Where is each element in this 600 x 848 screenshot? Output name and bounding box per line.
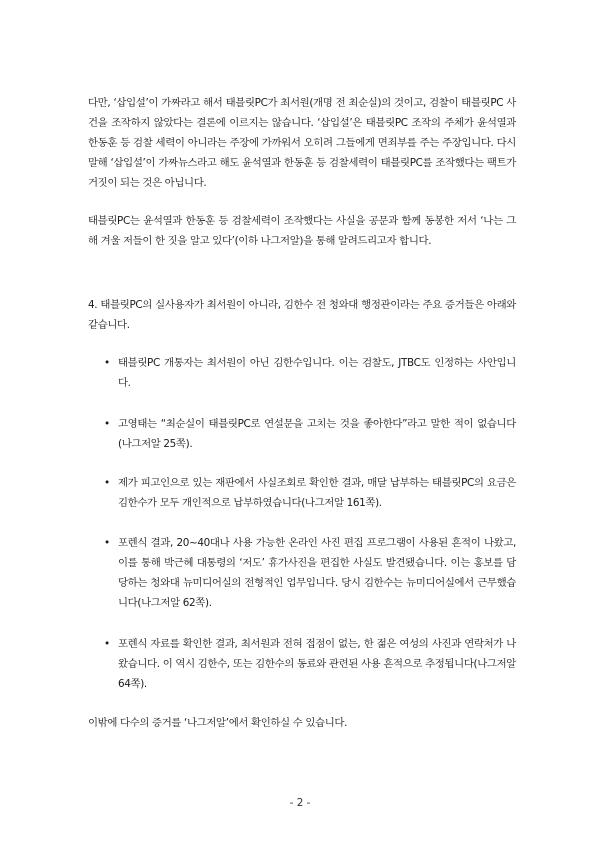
page-number: - 2 -: [289, 797, 311, 809]
bullet-marker: •: [104, 638, 110, 650]
evidence-bullet-item: [104, 634, 516, 694]
evidence-bullet-text: 제가 피고인으로 있는 재판에서 사실조회로 확인한 결과, 매달 납부하는 태블릿PC의 요금은 김한수가 모두 개인적으로 납부하였습니다(나그저알 161쪽).: [118, 477, 516, 509]
bullet-marker: •: [104, 418, 110, 430]
paragraph-closing: 이밖에 다수의 증거를 ‘나그저알’에서 확인하실 수 있습니다.: [88, 717, 348, 729]
bullet-marker: •: [104, 357, 110, 369]
bullet-marker: •: [104, 477, 110, 489]
evidence-bullet-text: 포렌식 결과, 20~40대나 사용 가능한 온라인 사진 편집 프로그램이 사용된 흔적이 나왔고, 이를 통해 박근혜 대통령의 ‘저도’ 휴가사진을 편집한 사실도 발견됐습니다. 이는 홍보를 담당하는 청와대 뉴미디어실의 전형적인 업무입니다. 당시 김한수는 뉴미디어실에서 근무했습니다(나그저알 62쪽).: [118, 537, 516, 609]
evidence-bullet-item: [104, 414, 516, 454]
evidence-bullet-item: [104, 473, 516, 513]
evidence-bullet-item: [104, 533, 516, 613]
bullet-marker: •: [104, 537, 110, 549]
evidence-bullet-text: 태블릿PC 개통자는 최서원이 아닌 김한수입니다. 이는 검찰도, JTBC도 인정하는 사안입니다.: [118, 357, 516, 389]
evidence-bullet-item: [104, 353, 516, 393]
paragraph-insertion-theory: 다만, ‘삽입설’이 가짜라고 해서 태블릿PC가 최서원(개명 전 최순실)의 것이고, 검찰이 태블릿PC 사건을 조작하지 않았다는 결론에 이르지는 않습니다. ‘삽입설’은 태블릿PC 조작의 주체가 윤석열과 한동훈 등 검찰 세력이 아니라는 주장에 가까워서 오히려 그들에게 면죄부를 주는 주장입니다. 다시 말해 ‘삽입설’이 가짜뉴스라고 해도 윤석열과 한동훈 등 검찰세력이 태블릿PC를 조작했다는 팩트가 거짓이 되는 것은 아닙니다.: [88, 97, 516, 189]
paragraph-book-introduction: 태블릿PC는 윤석열과 한동훈 등 검찰세력이 조작했다는 사실을 공문과 함께 동봉한 저서 ‘나는 그해 겨울 저들이 한 짓을 알고 있다’(이하 나그저알)을 통해 알려드리고자 합니다.: [88, 215, 516, 247]
evidence-bullet-text: 포렌식 자료를 확인한 결과, 최서원과 전혀 접점이 없는, 한 젊은 여성의 사진과 연락처가 나왔습니다. 이 역시 김한수, 또는 김한수의 동료와 관련된 사용 흔적으로 추정됩니다(나그저알 64쪽).: [118, 638, 516, 690]
evidence-bullet-text: 고영태는 “최순실이 태블릿PC로 연설문을 고치는 것을 좋아한다”라고 말한 적이 없습니다(나그저알 25쪽).: [118, 418, 516, 450]
paragraph-evidence-intro: 4. 태블릿PC의 실사용자가 최서원이 아니라, 김한수 전 청와대 행정관이라는 주요 증거들은 아래와 같습니다.: [88, 299, 516, 331]
